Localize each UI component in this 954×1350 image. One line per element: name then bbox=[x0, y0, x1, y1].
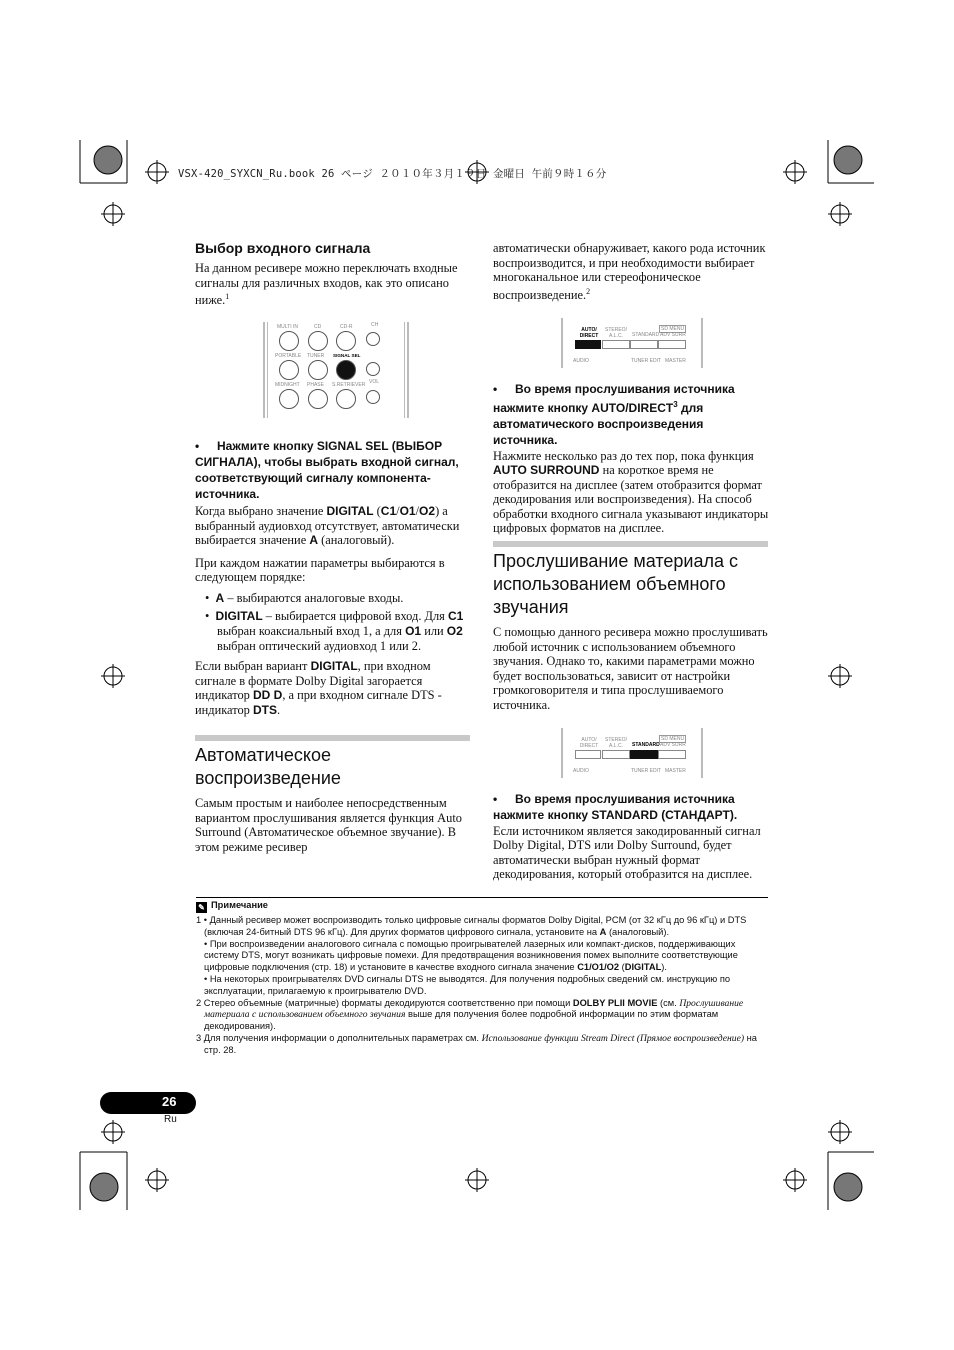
cdr-button bbox=[336, 331, 356, 351]
intro-paragraph: На данном ресивере можно переключать входные сигналы для различных входов, как это описано ниже.$^1$ bbox=[195, 261, 458, 308]
note-3: 3 Для получения информации о дополнительных параметрах см. Использование функции Stream Direct (Прямое воспроизведение) на стр. 28. bbox=[196, 1032, 757, 1055]
stereo-alc-button bbox=[602, 340, 630, 349]
note-1: 1 • Данный ресивер может воспроизводить только цифровые сигналы форматов Dolby Digital, PCM (от 32 кГц до 96 кГц) и DTS (включая 24-битный DTS 96 кГц). Для других форматов цифрового сигнала, установите на A (аналоговый). bbox=[196, 915, 747, 937]
phase-button bbox=[308, 389, 328, 409]
section-rule-right bbox=[493, 541, 768, 547]
note-icon: ✎ bbox=[196, 902, 207, 913]
paragraph-order: При каждом нажатии параметры выбираются в следующем порядке: bbox=[195, 555, 445, 585]
section-title-auto-playback: Автоматическое воспроизведение bbox=[195, 745, 341, 788]
list-item-digital: • DIGITAL – выбирается цифровой вход. Для C1 выбран коаксиальный вход 1, а для O1 или O2 выбран оптический аудиовход 1 или 2. bbox=[205, 609, 464, 653]
midnight-button bbox=[279, 389, 299, 409]
dts-indicator: DTS bbox=[252, 703, 277, 718]
paragraph-surround-intro: С помощью данного ресивера можно прослушивать любой источник с использованием объемного звучания. Однако то, какими параметрами можно будет воспользоваться, зависит от настройки громкоговорителя и типа прослушиваемого источника. bbox=[493, 625, 768, 712]
print-header: VSX-420_SYXCN_Ru.book 26 ページ ２０１０年３月１９日 金曜日 午前９時１６分 bbox=[178, 168, 607, 180]
vol-down-button bbox=[366, 390, 380, 404]
ch-up-button bbox=[366, 332, 380, 346]
front-panel-standard-illustration: AUTO/ DIRECT STEREO/ A.L.C. STANDARD SD MENU ADV SURR AUDIO TUNER EDIT MASTER bbox=[561, 728, 703, 778]
left-column-lower bbox=[195, 744, 471, 854]
adv-surr-button bbox=[658, 750, 686, 759]
paragraph-digital-fallback: Когда выбрано значение DIGITAL (C1/O1/O2) а выбранный аудиовход отсутствует, автоматически выбирается значение A (аналоговый). bbox=[195, 503, 460, 548]
tuner-button bbox=[308, 360, 328, 380]
signal-sel-button bbox=[336, 360, 356, 380]
page-number: 26 bbox=[162, 1094, 177, 1109]
auto-direct-button bbox=[575, 340, 601, 349]
paragraph-auto-decode: Если источником является закодированный сигнал Dolby Digital, DTS или Dolby Surround, будет автоматически выбран нужный формат декодирования, который отобразится на дисплее. bbox=[493, 823, 761, 882]
page-language: Ru bbox=[164, 1114, 177, 1125]
note-1b: • При воспроизведении аналогового сигнала с помощью проигрывателей лазерных или компакт-дисков, поддерживающих систему DTS, могут возникать цифровые помехи. Для предотвращения возникновения помех выполните соответствующие цифровые подключения (стр. 18) и установите в качестве входного сигнала значение C1/O1/O2 (DIGITAL). bbox=[204, 938, 738, 973]
standard-button bbox=[630, 750, 658, 759]
note-2: 2 Стерео объемные (матричные) форматы декодируются соответственно при помощи DOLBY PLII MOVIE (см. Прослушивание материала с использованием объемного звучания выше для получения более подробной информации по этим форматам декодирования). bbox=[196, 997, 744, 1032]
notes-rule bbox=[196, 897, 768, 898]
paragraph-indicators: Если выбран вариант DIGITAL, при входном сигнале в формате Dolby Digital загорается индикатор DD D, а при входном сигнале DTS - индикатор DTS. bbox=[195, 659, 442, 718]
section-title-surround: Прослушивание материала с использованием объемного звучания bbox=[493, 551, 738, 617]
paragraph-auto-detect: автоматически обнаруживает, какого рода источник воспроизводится, и при необходимости выбирает многоканальное или стереофоническое воспроизведение.$^2$ bbox=[493, 241, 766, 302]
instruction-signal-sel: • Нажмите кнопку SIGNAL SEL (ВЫБОР СИГНАЛА), чтобы выбрать входной сигнал, соответствующий сигналу компонента-источника. bbox=[195, 438, 459, 501]
list-item-analog: • A – выбираются аналоговые входы. bbox=[205, 590, 404, 605]
right-column bbox=[493, 241, 769, 536]
portable-button bbox=[279, 360, 299, 380]
page-number-badge bbox=[100, 1092, 196, 1114]
standard-button bbox=[630, 340, 658, 349]
multi-in-button bbox=[279, 331, 299, 351]
paragraph-auto-surround: Самым простым и наиболее непосредственным вариантом прослушивания является функция Auto Surround (Автоматическое объемное звучание). В этом режиме ресивер bbox=[195, 796, 462, 854]
instruction-auto-direct: • Во время прослушивания источника нажмите кнопку AUTO/DIRECT$^3$ для автоматического воспроизведения источника. bbox=[493, 381, 735, 447]
dolby-digital-indicator: DD D bbox=[252, 688, 283, 703]
paragraph-press-repeatedly: Нажмите несколько раз до тех пор, пока функция AUTO SURROUND на короткое время не отобразится на дисплее (затем отобразится формат декодирования или воспроизведения). На способ обработки входного сигнала указывают индикаторы цифровых форматов на дисплее. bbox=[493, 448, 769, 536]
vol-up-button bbox=[366, 362, 380, 376]
notes-heading: ✎ Примечание bbox=[196, 900, 768, 913]
remote-signal-sel-illustration: MULTI IN CD CD-R CH PORTABLE TUNER SIGNAL SEL MIDNIGHT PHASE S.RETRIEVER VOL bbox=[263, 322, 409, 418]
front-panel-auto-direct-illustration: AUTO/ DIRECT STEREO/ A.L.C. STANDARD SD MENU ADV SURR AUDIO TUNER EDIT MASTER bbox=[561, 318, 703, 368]
left-column bbox=[195, 240, 471, 718]
cd-button bbox=[308, 331, 328, 351]
stereo-alc-button bbox=[602, 750, 630, 759]
right-column-lower bbox=[493, 550, 769, 882]
s-retriever-button bbox=[336, 389, 356, 409]
adv-surr-button bbox=[658, 340, 686, 349]
auto-direct-button bbox=[575, 750, 601, 759]
section-title-input: Выбор входного сигнала bbox=[195, 240, 371, 256]
note-1c: • На некоторых проигрывателях DVD сигналы DTS не выводятся. Для получения подробных сведений см. инструкцию по эксплуатации, прилагаемую к проигрывателю DVD. bbox=[204, 973, 731, 996]
notes-section bbox=[196, 900, 768, 1057]
instruction-standard: • Во время прослушивания источника нажмите кнопку STANDARD (СТАНДАРТ). bbox=[493, 791, 738, 822]
section-rule-left bbox=[195, 735, 470, 741]
